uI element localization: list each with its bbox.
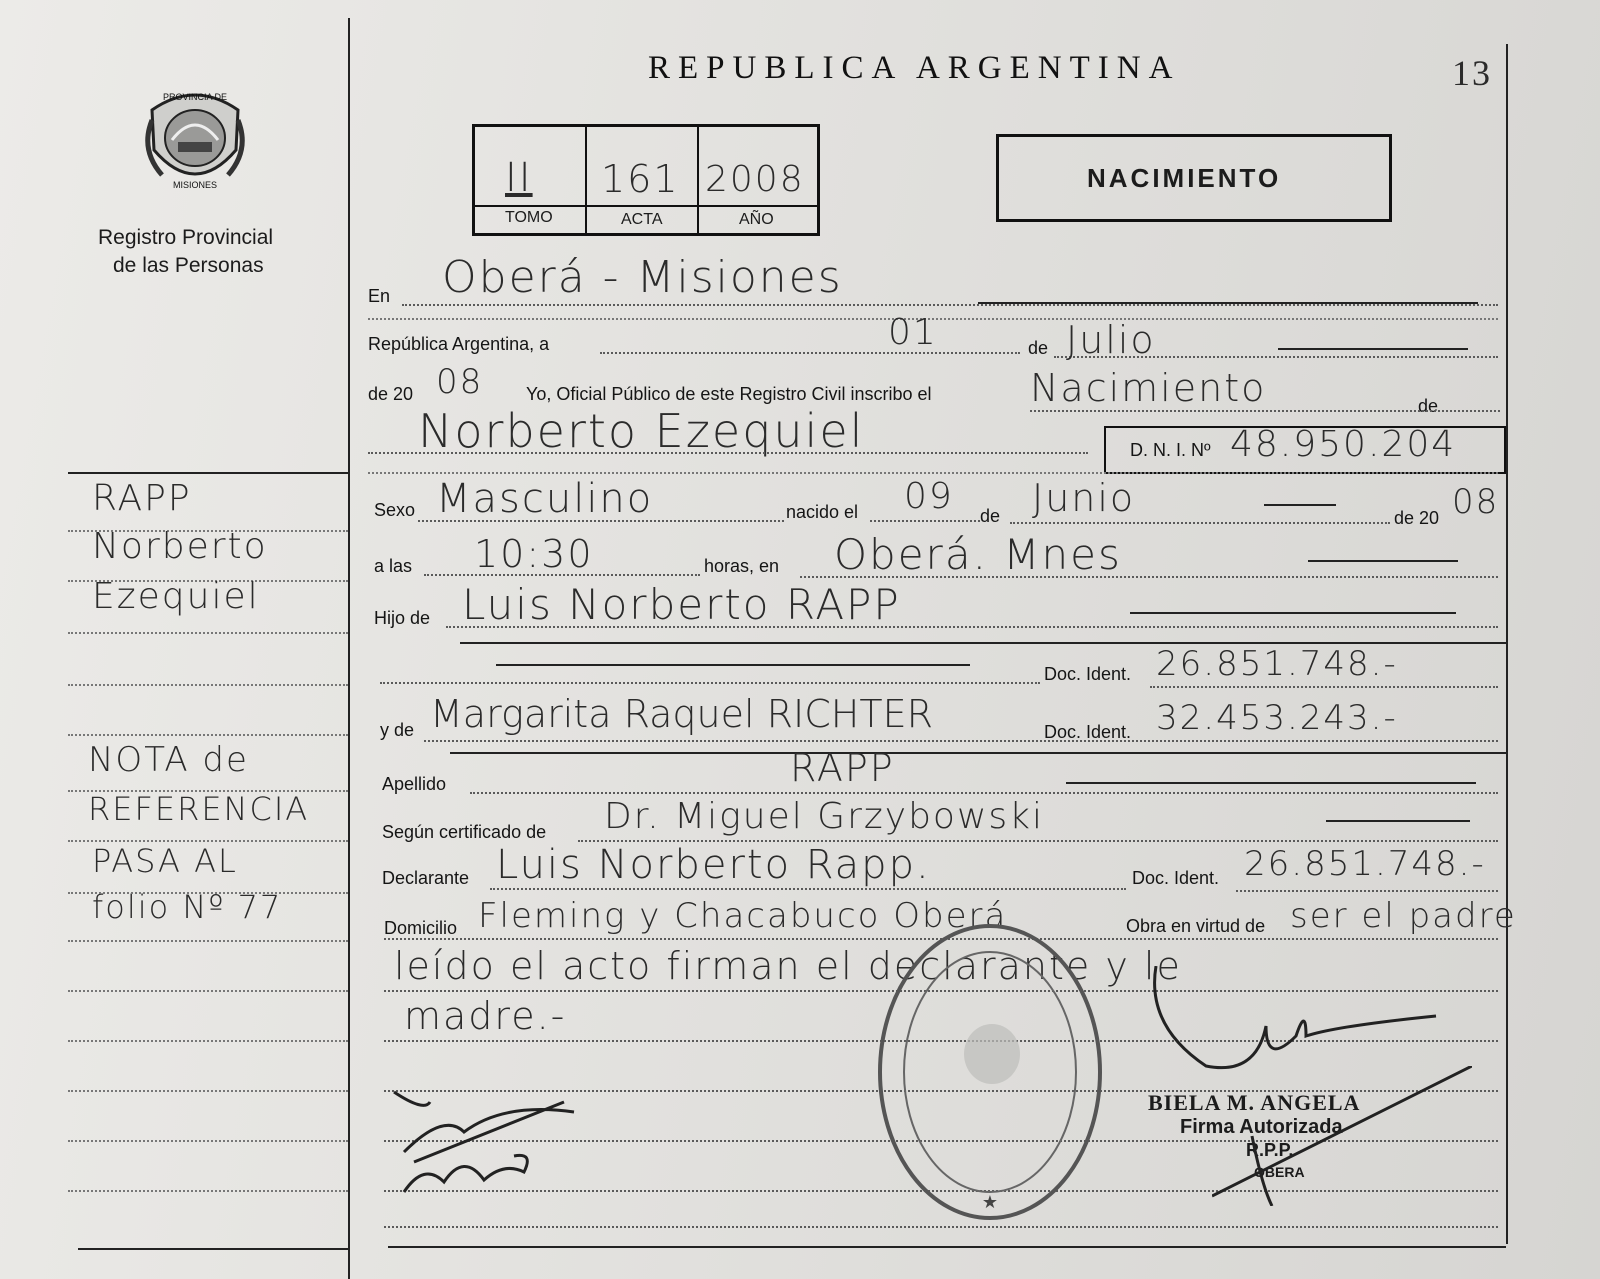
label-republica: República Argentina, a (368, 334, 550, 354)
label-y-de: y de (380, 720, 415, 740)
value-registration-day: 01 (888, 312, 938, 353)
office-stamp (874, 920, 1106, 1224)
margin-note-line4: folio Nº 77 (92, 888, 283, 926)
value-mother-doc: 32.453.243.- (1156, 698, 1398, 738)
ano-label: AÑO (739, 211, 774, 228)
label-birth-year-prefix: de 20 (1394, 508, 1440, 528)
signature-strike (1212, 1066, 1472, 1206)
seal-bottom-text: MISIONES (172, 180, 218, 190)
official-office-line2: OBERA (1254, 1164, 1305, 1180)
acta-label: ACTA (621, 211, 663, 228)
label-apellido: Apellido (382, 774, 447, 794)
svg-text:★: ★ (981, 1192, 999, 1212)
label-father-doc: Doc. Ident. (1044, 664, 1132, 684)
margin-surname: RAPP (92, 478, 192, 519)
value-surname: RAPP (790, 746, 895, 790)
value-remarks-line1: leído el acto firman el declarante y le (394, 944, 1182, 988)
margin-note-line3: PASA AL (92, 842, 238, 880)
acta-value: 161 (601, 157, 680, 201)
tomo-label: TOMO (505, 209, 553, 226)
registry-name-line2: de las Personas (113, 254, 264, 277)
label-nacido: nacido el (786, 502, 859, 522)
value-father-doc: 26.851.748.- (1156, 644, 1398, 684)
left-column-divider (348, 18, 350, 1279)
label-inscribo: Yo, Oficial Público de este Registro Civil inscribo el (526, 384, 932, 404)
value-birth-year: 08 (1452, 482, 1500, 522)
ano-value: 2008 (705, 159, 805, 200)
registry-name-line1: Registro Provincial (98, 226, 274, 249)
value-dni: 48.950.204 (1230, 424, 1457, 465)
label-de-2: de (1418, 396, 1439, 416)
official-office-line1: R.P.P. (1246, 1140, 1294, 1160)
value-sex: Masculino (436, 476, 654, 522)
label-sexo: Sexo (374, 500, 416, 520)
official-name: BIELA M. ANGELA (1148, 1090, 1361, 1115)
value-certifying-doctor: Dr. Miguel Grzybowski (604, 796, 1045, 837)
value-registration-year: 08 (436, 362, 484, 402)
margin-first-name: Norberto (92, 526, 268, 567)
label-horas-en: horas, en (704, 556, 780, 576)
value-record-kind: Nacimiento (1030, 366, 1267, 410)
value-place-of-registration: Oberá - Misiones (442, 252, 843, 303)
label-a-las: a las (374, 556, 413, 576)
value-declarant-doc: 26.851.748.- (1244, 844, 1486, 884)
label-de-1: de (1028, 338, 1049, 358)
value-address: Fleming y Chacabuco Oberá (478, 896, 1008, 936)
folio-number: 13 (1452, 53, 1492, 93)
value-child-name: Norberto Ezequiel (418, 404, 865, 458)
value-birth-day: 09 (904, 476, 954, 517)
tomo-value: II (505, 155, 533, 201)
value-birth-place: Oberá. Mnes (834, 530, 1122, 579)
label-declarante: Declarante (382, 868, 470, 888)
value-father-name: Luis Norberto RAPP (462, 580, 901, 629)
value-declarant-name: Luis Norberto Rapp. (496, 842, 931, 888)
value-mother-name: Margarita Raquel RICHTER (430, 692, 933, 736)
label-mother-doc: Doc. Ident. (1044, 722, 1132, 742)
margin-second-name: Ezequiel (92, 576, 260, 617)
label-en: En (368, 286, 391, 306)
official-title: Firma Autorizada (1180, 1116, 1343, 1138)
record-type: NACIMIENTO (1087, 163, 1282, 193)
value-birth-hour: 10:30 (474, 532, 594, 576)
margin-note-line2: REFERENCIA (88, 790, 310, 828)
country-title: REPUBLICA ARGENTINA (648, 50, 1181, 86)
margin-note-line1: NOTA de (88, 740, 249, 780)
dni-box (1104, 426, 1506, 474)
record-number-table (472, 124, 820, 236)
label-domicilio: Domicilio (384, 918, 458, 938)
label-year-prefix: de 20 (368, 384, 414, 404)
label-obra: Obra en virtud de (1126, 916, 1266, 936)
value-registration-month: Julio (1066, 318, 1156, 362)
label-hijo-de: Hijo de (374, 608, 431, 628)
value-obra: ser el padre (1290, 896, 1517, 936)
declarant-signature (384, 1082, 584, 1202)
value-birth-month: Junio (1032, 476, 1136, 520)
value-remarks-line2: madre.- (404, 994, 567, 1038)
label-dni: D. N. I. Nº (1130, 440, 1211, 460)
seal-top-text: PROVINCIA DE (162, 92, 228, 102)
label-declarant-doc: Doc. Ident. (1132, 868, 1220, 888)
province-seal (132, 80, 258, 198)
record-type-box (996, 134, 1392, 222)
right-border-line (1506, 44, 1508, 1244)
label-certificado: Según certificado de (382, 822, 547, 842)
label-de-3: de (980, 506, 1001, 526)
